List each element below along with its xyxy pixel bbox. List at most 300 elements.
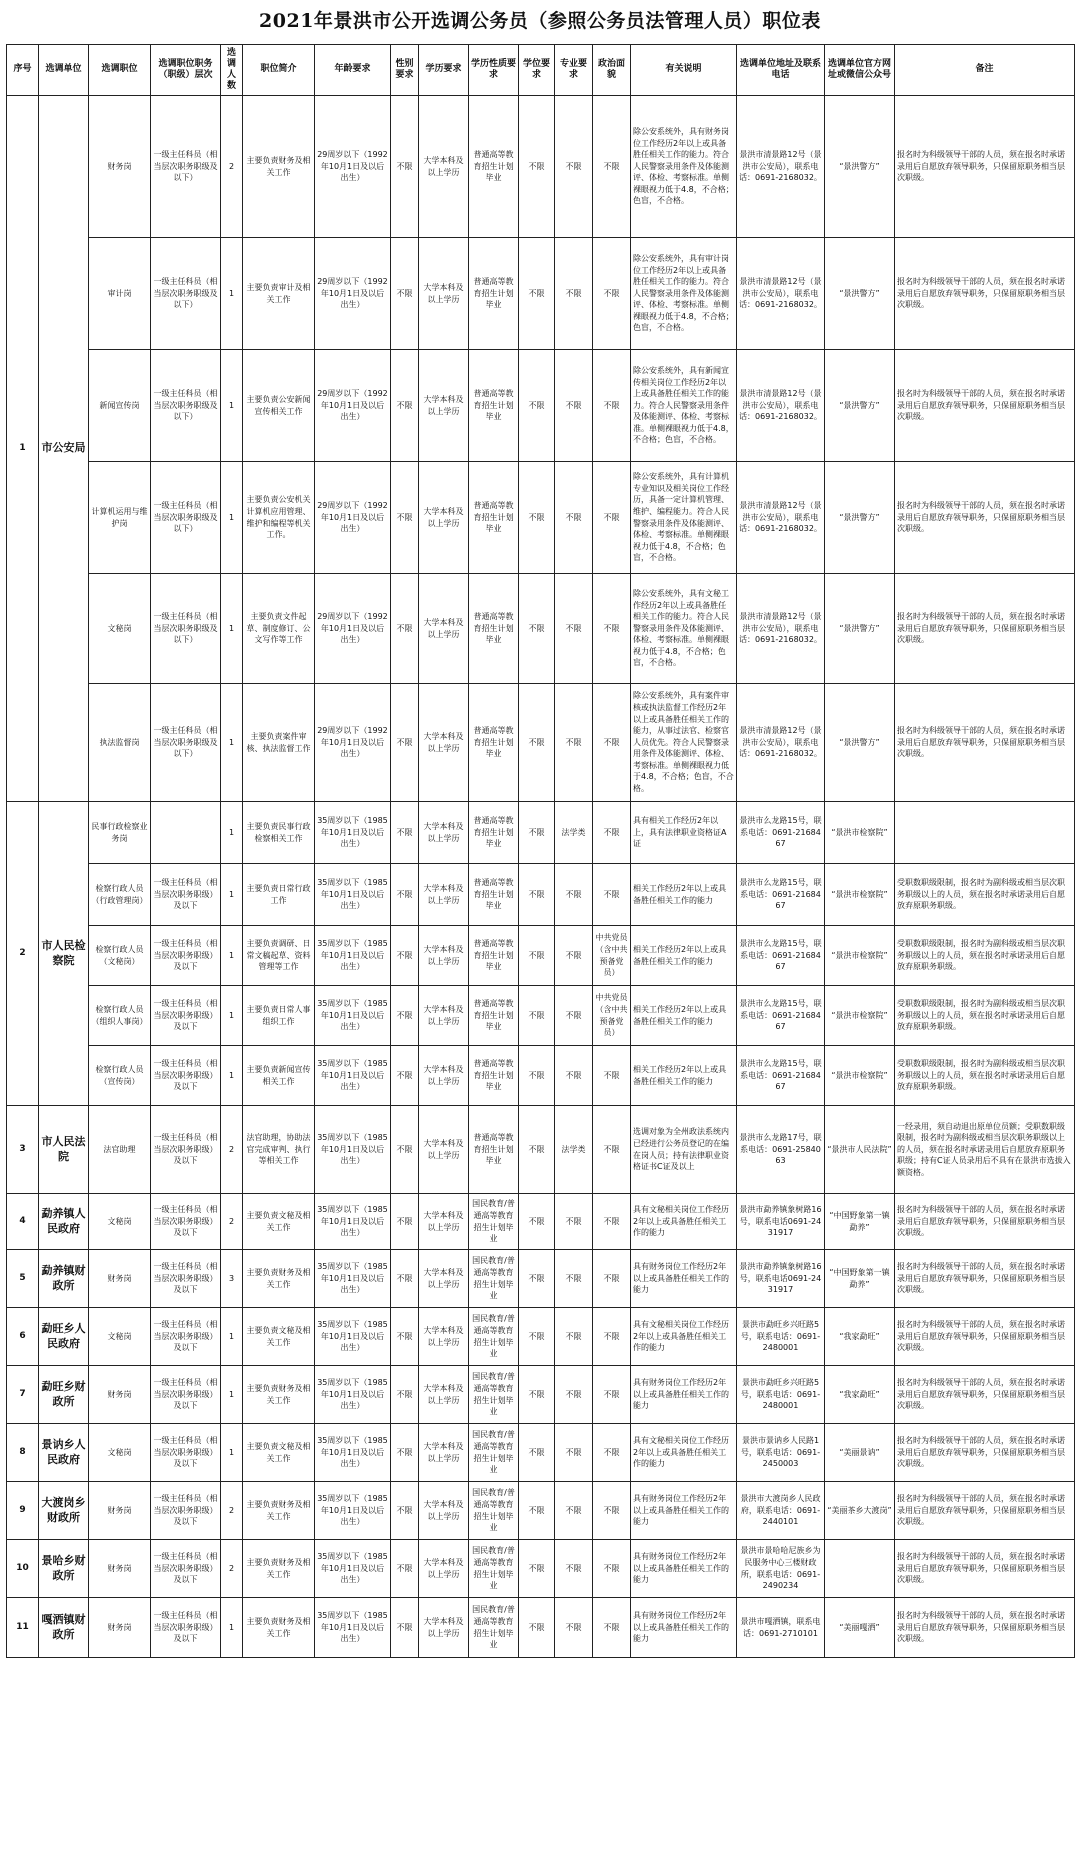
count-cell: 1 <box>221 864 243 926</box>
education-type-cell: 国民教育/普通高等教育招生计划毕业 <box>469 1194 519 1250</box>
major-cell: 不限 <box>555 1366 593 1424</box>
major-cell: 不限 <box>555 238 593 350</box>
count-cell: 1 <box>221 926 243 986</box>
education-cell: 大学本科及以上学历 <box>419 574 469 684</box>
education-cell: 大学本科及以上学历 <box>419 1250 469 1308</box>
position-cell: 检察行政人员（行政管理岗） <box>89 864 151 926</box>
gender-cell: 不限 <box>391 1540 419 1598</box>
address-cell: 景洪市么龙路15号，联系电话：0691-2168467 <box>737 802 825 864</box>
intro-cell: 主要负责文秘及相关工作 <box>243 1424 315 1482</box>
wechat-cell: “我家勐旺” <box>825 1308 895 1366</box>
position-cell: 财务岗 <box>89 1540 151 1598</box>
note-cell: 相关工作经历2年以上或具备胜任相关工作的能力 <box>631 986 737 1046</box>
table-row <box>7 1046 1075 1106</box>
intro-cell: 主要负责公安机关计算机应用管理、维护和编程等机关工作。 <box>243 462 315 574</box>
intro-cell: 主要负责财务及相关工作 <box>243 1598 315 1658</box>
education-type-cell: 国民教育/普通高等教育招生计划毕业 <box>469 1308 519 1366</box>
note-cell: 具有财务岗位工作经历2年以上或具备胜任相关工作的能力 <box>631 1540 737 1598</box>
wechat-cell: “景洪警方” <box>825 684 895 802</box>
note-cell: 具有财务岗位工作经历2年以上或具备胜任相关工作的能力 <box>631 1482 737 1540</box>
degree-cell: 不限 <box>519 1482 555 1540</box>
politics-cell: 不限 <box>593 1366 631 1424</box>
remark-cell: 报名时为科级领导干部的人员，须在报名时承诺录用后自愿放弃领导职务，只保留原职务相当层次职级。 <box>895 350 1075 462</box>
column-header: 年龄要求 <box>315 45 391 96</box>
education-cell: 大学本科及以上学历 <box>419 802 469 864</box>
address-cell: 景洪市清景路12号（景洪市公安局），联系电话：0691-2168032。 <box>737 238 825 350</box>
table-row <box>7 802 1075 864</box>
major-cell: 不限 <box>555 926 593 986</box>
level-cell: 一级主任科员（相当层次职务职级）及以下 <box>151 1046 221 1106</box>
level-cell <box>151 802 221 864</box>
remark-cell: 报名时为科级领导干部的人员，须在报名时承诺录用后自愿放弃领导职务，只保留原职务相当层次职级。 <box>895 1598 1075 1658</box>
address-cell: 景洪市么龙路15号，联系电话：0691-2168467 <box>737 986 825 1046</box>
remark-cell: 受职数职级限制，报名时为副科级或相当层次职务职级以上的人员，须在报名时承诺录用后自愿放弃原职务职级。 <box>895 864 1075 926</box>
wechat-cell: “景洪警方” <box>825 462 895 574</box>
unit-cell: 勐旺乡人民政府 <box>39 1308 89 1366</box>
education-cell: 大学本科及以上学历 <box>419 1482 469 1540</box>
education-type-cell: 普通高等教育招生计划毕业 <box>469 802 519 864</box>
degree-cell: 不限 <box>519 1366 555 1424</box>
politics-cell: 不限 <box>593 350 631 462</box>
remark-cell: 报名时为科级领导干部的人员，须在报名时承诺录用后自愿放弃领导职务，只保留原职务相当层次职级。 <box>895 1482 1075 1540</box>
education-type-cell: 国民教育/普通高等教育招生计划毕业 <box>469 1482 519 1540</box>
position-cell: 检察行政人员（宣传岗） <box>89 1046 151 1106</box>
table-row <box>7 1540 1075 1598</box>
politics-cell: 不限 <box>593 684 631 802</box>
address-cell: 景洪市清景路12号（景洪市公安局），联系电话：0691-2168032。 <box>737 96 825 238</box>
gender-cell: 不限 <box>391 986 419 1046</box>
education-cell: 大学本科及以上学历 <box>419 238 469 350</box>
page-title: 2021年景洪市公开选调公务员（参照公务员法管理人员）职位表 <box>259 10 821 32</box>
level-cell: 一级主任科员（相当层次职务职级）及以下 <box>151 1366 221 1424</box>
table-row <box>7 1308 1075 1366</box>
position-cell: 财务岗 <box>89 96 151 238</box>
address-cell: 景洪市大渡岗乡人民政府，联系电话：0691-2440101 <box>737 1482 825 1540</box>
count-cell: 1 <box>221 684 243 802</box>
note-cell: 相关工作经历2年以上或具备胜任相关工作的能力 <box>631 926 737 986</box>
education-cell: 大学本科及以上学历 <box>419 1046 469 1106</box>
seq-cell: 8 <box>7 1424 39 1482</box>
major-cell: 不限 <box>555 574 593 684</box>
age-cell: 35周岁以下（1985年10月1日及以后出生） <box>315 1250 391 1308</box>
education-cell: 大学本科及以上学历 <box>419 1194 469 1250</box>
level-cell: 一级主任科员（相当层次职务职级）及以下 <box>151 1106 221 1194</box>
education-cell: 大学本科及以上学历 <box>419 350 469 462</box>
address-cell: 景洪市景哈哈尼族乡为民服务中心三楼财政所，联系电话：0691-2490234 <box>737 1540 825 1598</box>
wechat-cell: “景洪市人民法院” <box>825 1106 895 1194</box>
remark-cell: 报名时为科级领导干部的人员，须在报名时承诺录用后自愿放弃领导职务，只保留原职务相当层次职级。 <box>895 238 1075 350</box>
education-type-cell: 普通高等教育招生计划毕业 <box>469 926 519 986</box>
seq-cell: 2 <box>7 802 39 1106</box>
position-cell: 文秘岗 <box>89 1194 151 1250</box>
column-header: 学历性质要求 <box>469 45 519 96</box>
table-body <box>7 96 1075 1658</box>
table-row <box>7 1424 1075 1482</box>
wechat-cell: “中国野象第一镇勐养” <box>825 1250 895 1308</box>
seq-cell: 1 <box>7 96 39 802</box>
position-cell: 执法监督岗 <box>89 684 151 802</box>
major-cell: 不限 <box>555 1540 593 1598</box>
count-cell: 1 <box>221 238 243 350</box>
education-cell: 大学本科及以上学历 <box>419 986 469 1046</box>
note-cell: 除公安系统外，具有案件审核或执法监督工作经历2年以上或具备胜任相关工作的能力，从事过法官、检察官人员优先。符合人民警察录用条件及体能测评、体检、考察标准。单侧裸眼视力低于4.8，不合格；色盲，不合格。 <box>631 684 737 802</box>
unit-cell: 勐养镇财政所 <box>39 1250 89 1308</box>
degree-cell: 不限 <box>519 1308 555 1366</box>
gender-cell: 不限 <box>391 864 419 926</box>
wechat-cell: “景洪警方” <box>825 350 895 462</box>
level-cell: 一级主任科员（相当层次职务职级）及以下 <box>151 1308 221 1366</box>
politics-cell: 不限 <box>593 1194 631 1250</box>
politics-cell: 不限 <box>593 1424 631 1482</box>
intro-cell: 主要负责文秘及相关工作 <box>243 1308 315 1366</box>
level-cell: 一级主任科员（相当层次职务职级）及以下 <box>151 1540 221 1598</box>
position-cell: 计算机运用与维护岗 <box>89 462 151 574</box>
major-cell: 不限 <box>555 986 593 1046</box>
degree-cell: 不限 <box>519 462 555 574</box>
seq-cell: 3 <box>7 1106 39 1194</box>
remark-cell: 报名时为科级领导干部的人员，须在报名时承诺录用后自愿放弃领导职务，只保留原职务相当层次职级。 <box>895 574 1075 684</box>
gender-cell: 不限 <box>391 1308 419 1366</box>
count-cell: 1 <box>221 574 243 684</box>
table-row <box>7 574 1075 684</box>
degree-cell: 不限 <box>519 574 555 684</box>
table-row <box>7 1194 1075 1250</box>
intro-cell: 主要负责新闻宣传相关工作 <box>243 1046 315 1106</box>
note-cell: 具有文秘相关岗位工作经历2年以上或具备胜任相关工作的能力 <box>631 1308 737 1366</box>
wechat-cell: “景洪市检察院” <box>825 864 895 926</box>
degree-cell: 不限 <box>519 802 555 864</box>
politics-cell: 不限 <box>593 1106 631 1194</box>
degree-cell: 不限 <box>519 1598 555 1658</box>
unit-cell: 景讷乡人民政府 <box>39 1424 89 1482</box>
note-cell: 除公安系统外，具有文秘工作经历2年以上或具备胜任相关工作的能力。符合人民警察录用条件及体能测评、体检、考察标准。单侧裸眼视力低于4.8，不合格；色盲，不合格。 <box>631 574 737 684</box>
position-cell: 检察行政人员（组织人事岗） <box>89 986 151 1046</box>
age-cell: 35周岁以下（1985年10月1日及以后出生） <box>315 1308 391 1366</box>
level-cell: 一级主任科员（相当层次职务职级）及以下 <box>151 864 221 926</box>
gender-cell: 不限 <box>391 462 419 574</box>
age-cell: 35周岁以下（1985年10月1日及以后出生） <box>315 1424 391 1482</box>
note-cell: 相关工作经历2年以上或具备胜任相关工作的能力 <box>631 864 737 926</box>
column-header: 选调职位 <box>89 45 151 96</box>
seq-cell: 7 <box>7 1366 39 1424</box>
politics-cell: 不限 <box>593 1308 631 1366</box>
column-header: 专业要求 <box>555 45 593 96</box>
remark-cell: 报名时为科级领导干部的人员，须在报名时承诺录用后自愿放弃领导职务，只保留原职务相当层次职级。 <box>895 1308 1075 1366</box>
position-cell: 文秘岗 <box>89 1308 151 1366</box>
age-cell: 35周岁以下（1985年10月1日及以后出生） <box>315 802 391 864</box>
position-cell: 文秘岗 <box>89 574 151 684</box>
position-cell: 财务岗 <box>89 1366 151 1424</box>
seq-cell: 11 <box>7 1598 39 1658</box>
education-type-cell: 国民教育/普通高等教育招生计划毕业 <box>469 1540 519 1598</box>
intro-cell: 主要负责财务及相关工作 <box>243 1250 315 1308</box>
degree-cell: 不限 <box>519 96 555 238</box>
remark-cell: 报名时为科级领导干部的人员，须在报名时承诺录用后自愿放弃领导职务，只保留原职务相当层次职级。 <box>895 1424 1075 1482</box>
politics-cell: 不限 <box>593 574 631 684</box>
degree-cell: 不限 <box>519 1540 555 1598</box>
level-cell: 一级主任科员（相当层次职务职级）及以下 <box>151 1194 221 1250</box>
intro-cell: 主要负责民事行政检察相关工作 <box>243 802 315 864</box>
major-cell: 法学类 <box>555 1106 593 1194</box>
position-table <box>6 44 1075 1658</box>
address-cell: 景洪市嘎洒镇，联系电话：0691-2710101 <box>737 1598 825 1658</box>
intro-cell: 法官助理，协助法官完成审判、执行等相关工作 <box>243 1106 315 1194</box>
major-cell: 法学类 <box>555 802 593 864</box>
degree-cell: 不限 <box>519 1194 555 1250</box>
degree-cell: 不限 <box>519 350 555 462</box>
position-cell: 新闻宣传岗 <box>89 350 151 462</box>
position-cell: 财务岗 <box>89 1250 151 1308</box>
seq-cell: 6 <box>7 1308 39 1366</box>
count-cell: 2 <box>221 1482 243 1540</box>
age-cell: 35周岁以下（1985年10月1日及以后出生） <box>315 1046 391 1106</box>
intro-cell: 主要负责文秘及相关工作 <box>243 1194 315 1250</box>
politics-cell: 不限 <box>593 96 631 238</box>
politics-cell: 不限 <box>593 462 631 574</box>
address-cell: 景洪市清景路12号（景洪市公安局），联系电话：0691-2168032。 <box>737 574 825 684</box>
count-cell: 1 <box>221 1046 243 1106</box>
table-row <box>7 1106 1075 1194</box>
wechat-cell: “中国野象第一镇勐养” <box>825 1194 895 1250</box>
wechat-cell: “景洪警方” <box>825 574 895 684</box>
wechat-cell: “美丽嘎洒” <box>825 1598 895 1658</box>
wechat-cell: “美丽景讷” <box>825 1424 895 1482</box>
major-cell: 不限 <box>555 684 593 802</box>
level-cell: 一级主任科员（相当层次职务职级）及以下 <box>151 1424 221 1482</box>
education-type-cell: 国民教育/普通高等教育招生计划毕业 <box>469 1250 519 1308</box>
degree-cell: 不限 <box>519 1046 555 1106</box>
column-header: 选调人数 <box>221 45 243 96</box>
remark-cell: 受职数职级限制，报名时为副科级或相当层次职务职级以上的人员，须在报名时承诺录用后自愿放弃原职务职级。 <box>895 1046 1075 1106</box>
education-type-cell: 普通高等教育招生计划毕业 <box>469 684 519 802</box>
education-cell: 大学本科及以上学历 <box>419 1540 469 1598</box>
education-cell: 大学本科及以上学历 <box>419 462 469 574</box>
column-header: 选调单位官方网址或微信公众号 <box>825 45 895 96</box>
header-row <box>7 45 1075 96</box>
unit-cell: 大渡岗乡财政所 <box>39 1482 89 1540</box>
degree-cell: 不限 <box>519 926 555 986</box>
column-header: 职位简介 <box>243 45 315 96</box>
note-cell: 具有财务岗位工作经历2年以上或具备胜任相关工作的能力 <box>631 1366 737 1424</box>
seq-cell: 10 <box>7 1540 39 1598</box>
level-cell: 一级主任科员（相当层次职务职级）及以下 <box>151 926 221 986</box>
count-cell: 1 <box>221 986 243 1046</box>
major-cell: 不限 <box>555 462 593 574</box>
education-type-cell: 普通高等教育招生计划毕业 <box>469 350 519 462</box>
table-row <box>7 684 1075 802</box>
level-cell: 一级主任科员（相当层次职务职级及以下） <box>151 96 221 238</box>
wechat-cell: “景洪警方” <box>825 238 895 350</box>
position-cell: 审计岗 <box>89 238 151 350</box>
wechat-cell: “景洪警方” <box>825 96 895 238</box>
politics-cell: 不限 <box>593 1482 631 1540</box>
unit-cell: 市公安局 <box>39 96 89 802</box>
gender-cell: 不限 <box>391 802 419 864</box>
table-row <box>7 926 1075 986</box>
table-row <box>7 1482 1075 1540</box>
education-type-cell: 普通高等教育招生计划毕业 <box>469 986 519 1046</box>
address-cell: 景洪市清景路12号（景洪市公安局），联系电话：0691-2168032。 <box>737 350 825 462</box>
count-cell: 2 <box>221 96 243 238</box>
education-cell: 大学本科及以上学历 <box>419 96 469 238</box>
age-cell: 35周岁以下（1985年10月1日及以后出生） <box>315 1366 391 1424</box>
major-cell: 不限 <box>555 864 593 926</box>
age-cell: 35周岁以下（1985年10月1日及以后出生） <box>315 864 391 926</box>
wechat-cell: “景洪市检察院” <box>825 1046 895 1106</box>
level-cell: 一级主任科员（相当层次职务职级及以下） <box>151 462 221 574</box>
level-cell: 一级主任科员（相当层次职务职级）及以下 <box>151 986 221 1046</box>
table-row <box>7 350 1075 462</box>
gender-cell: 不限 <box>391 1194 419 1250</box>
education-cell: 大学本科及以上学历 <box>419 684 469 802</box>
wechat-cell: “景洪市检察院” <box>825 926 895 986</box>
major-cell: 不限 <box>555 350 593 462</box>
note-cell: 除公安系统外，具有新闻宣传相关岗位工作经历2年以上或具备胜任相关工作的能力。符合人民警察录用条件及体能测评、体检、考察标准。单侧裸眼视力低于4.8，不合格；色盲，不合格。 <box>631 350 737 462</box>
table-row <box>7 96 1075 238</box>
education-type-cell: 国民教育/普通高等教育招生计划毕业 <box>469 1366 519 1424</box>
remark-cell: 报名时为科级领导干部的人员，须在报名时承诺录用后自愿放弃领导职务，只保留原职务相当层次职级。 <box>895 1366 1075 1424</box>
remark-cell: 报名时为科级领导干部的人员，须在报名时承诺录用后自愿放弃领导职务，只保留原职务相当层次职级。 <box>895 1540 1075 1598</box>
major-cell: 不限 <box>555 1308 593 1366</box>
age-cell: 29周岁以下（1992年10月1日及以后出生） <box>315 238 391 350</box>
position-cell: 检察行政人员（文秘岗） <box>89 926 151 986</box>
position-cell: 财务岗 <box>89 1598 151 1658</box>
seq-cell: 9 <box>7 1482 39 1540</box>
politics-cell: 不限 <box>593 1598 631 1658</box>
degree-cell: 不限 <box>519 986 555 1046</box>
unit-cell: 勐旺乡财政所 <box>39 1366 89 1424</box>
unit-cell: 市人民检察院 <box>39 802 89 1106</box>
note-cell: 具有相关工作经历2年以上，具有法律职业资格证A证 <box>631 802 737 864</box>
count-cell: 2 <box>221 1194 243 1250</box>
intro-cell: 主要负责审计及相关工作 <box>243 238 315 350</box>
column-header: 选调单位地址及联系电话 <box>737 45 825 96</box>
count-cell: 2 <box>221 1106 243 1194</box>
intro-cell: 主要负责财务及相关工作 <box>243 96 315 238</box>
wechat-cell: “美丽茶乡大渡岗” <box>825 1482 895 1540</box>
unit-cell: 勐养镇人民政府 <box>39 1194 89 1250</box>
note-cell: 选调对象为全州政法系统内已经进行公务员登记的在编在岗人员；持有法律职业资格证书C证及以上 <box>631 1106 737 1194</box>
level-cell: 一级主任科员（相当层次职务职级）及以下 <box>151 1598 221 1658</box>
column-header: 有关说明 <box>631 45 737 96</box>
address-cell: 景洪市么龙路17号，联系电话：0691-2584063 <box>737 1106 825 1194</box>
gender-cell: 不限 <box>391 1046 419 1106</box>
table-row <box>7 986 1075 1046</box>
politics-cell: 不限 <box>593 238 631 350</box>
intro-cell: 主要负责日常行政工作 <box>243 864 315 926</box>
address-cell: 景洪市勐旺乡兴旺路5号，联系电话：0691-2480001 <box>737 1366 825 1424</box>
address-cell: 景洪市清景路12号（景洪市公安局），联系电话：0691-2168032。 <box>737 462 825 574</box>
seq-cell: 4 <box>7 1194 39 1250</box>
education-cell: 大学本科及以上学历 <box>419 1106 469 1194</box>
position-cell: 文秘岗 <box>89 1424 151 1482</box>
remark-cell: 报名时为科级领导干部的人员，须在报名时承诺录用后自愿放弃领导职务，只保留原职务相当层次职级。 <box>895 684 1075 802</box>
intro-cell: 主要负责财务及相关工作 <box>243 1482 315 1540</box>
table-row <box>7 1250 1075 1308</box>
gender-cell: 不限 <box>391 1250 419 1308</box>
column-header: 选调职位职务（职级）层次 <box>151 45 221 96</box>
gender-cell: 不限 <box>391 350 419 462</box>
level-cell: 一级主任科员（相当层次职务职级及以下） <box>151 238 221 350</box>
major-cell: 不限 <box>555 1046 593 1106</box>
education-type-cell: 普通高等教育招生计划毕业 <box>469 864 519 926</box>
age-cell: 29周岁以下（1992年10月1日及以后出生） <box>315 574 391 684</box>
gender-cell: 不限 <box>391 684 419 802</box>
politics-cell: 不限 <box>593 864 631 926</box>
education-type-cell: 普通高等教育招生计划毕业 <box>469 574 519 684</box>
politics-cell: 不限 <box>593 802 631 864</box>
count-cell: 1 <box>221 350 243 462</box>
note-cell: 相关工作经历2年以上或具备胜任相关工作的能力 <box>631 1046 737 1106</box>
column-header: 备注 <box>895 45 1075 96</box>
table-row <box>7 1598 1075 1658</box>
remark-cell: 受职数职级限制，报名时为副科级或相当层次职务职级以上的人员，须在报名时承诺录用后自愿放弃原职务职级。 <box>895 926 1075 986</box>
position-cell: 法官助理 <box>89 1106 151 1194</box>
gender-cell: 不限 <box>391 926 419 986</box>
wechat-cell: “景洪市检察院” <box>825 802 895 864</box>
education-cell: 大学本科及以上学历 <box>419 1308 469 1366</box>
table-row <box>7 238 1075 350</box>
age-cell: 35周岁以下（1985年10月1日及以后出生） <box>315 1482 391 1540</box>
major-cell: 不限 <box>555 1424 593 1482</box>
education-cell: 大学本科及以上学历 <box>419 864 469 926</box>
politics-cell: 不限 <box>593 1250 631 1308</box>
count-cell: 1 <box>221 1424 243 1482</box>
note-cell: 具有文秘相关岗位工作经历2年以上或具备胜任相关工作的能力 <box>631 1194 737 1250</box>
note-cell: 除公安系统外，具有审计岗位工作经历2年以上或具备胜任相关工作的能力。符合人民警察录用条件及体能测评、体检、考察标准。单侧裸眼视力低于4.8，不合格；色盲，不合格。 <box>631 238 737 350</box>
remark-cell: 报名时为科级领导干部的人员，须在报名时承诺录用后自愿放弃领导职务，只保留原职务相当层次职级。 <box>895 1250 1075 1308</box>
intro-cell: 主要负责财务及相关工作 <box>243 1366 315 1424</box>
education-type-cell: 普通高等教育招生计划毕业 <box>469 238 519 350</box>
level-cell: 一级主任科员（相当层次职务职级）及以下 <box>151 1250 221 1308</box>
education-cell: 大学本科及以上学历 <box>419 1598 469 1658</box>
politics-cell: 中共党员（含中共预备党员） <box>593 926 631 986</box>
remark-cell: 报名时为科级领导干部的人员，须在报名时承诺录用后自愿放弃领导职务，只保留原职务相当层次职级。 <box>895 96 1075 238</box>
remark-cell: 一经录用，须自动退出原单位员额；受职数职级限制，报名时为副科级或相当层次职务职级以上的人员，须在报名时承诺录用后自愿放弃原职务职级；持有C证人员录用后不具有在景洪市选拔入额资格。 <box>895 1106 1075 1194</box>
table-row <box>7 1366 1075 1424</box>
intro-cell: 主要负责案件审核、执法监督工作 <box>243 684 315 802</box>
note-cell: 具有财务岗位工作经历2年以上或具备胜任相关工作的能力 <box>631 1598 737 1658</box>
education-type-cell: 国民教育/普通高等教育招生计划毕业 <box>469 1424 519 1482</box>
intro-cell: 主要负责调研、日常文稿起草、资料管理等工作 <box>243 926 315 986</box>
education-cell: 大学本科及以上学历 <box>419 926 469 986</box>
age-cell: 35周岁以下（1985年10月1日及以后出生） <box>315 1194 391 1250</box>
count-cell: 3 <box>221 1250 243 1308</box>
unit-cell: 市人民法院 <box>39 1106 89 1194</box>
education-type-cell: 普通高等教育招生计划毕业 <box>469 1046 519 1106</box>
count-cell: 1 <box>221 1598 243 1658</box>
major-cell: 不限 <box>555 96 593 238</box>
column-header: 性别要求 <box>391 45 419 96</box>
count-cell: 1 <box>221 802 243 864</box>
degree-cell: 不限 <box>519 684 555 802</box>
unit-cell: 景哈乡财政所 <box>39 1540 89 1598</box>
major-cell: 不限 <box>555 1194 593 1250</box>
column-header: 选调单位 <box>39 45 89 96</box>
position-cell: 财务岗 <box>89 1482 151 1540</box>
age-cell: 29周岁以下（1992年10月1日及以后出生） <box>315 684 391 802</box>
age-cell: 35周岁以下（1985年10月1日及以后出生） <box>315 1106 391 1194</box>
count-cell: 1 <box>221 1366 243 1424</box>
address-cell: 景洪市清景路12号（景洪市公安局），联系电话：0691-2168032。 <box>737 684 825 802</box>
wechat-cell <box>825 1540 895 1598</box>
count-cell: 1 <box>221 462 243 574</box>
level-cell: 一级主任科员（相当层次职务职级及以下） <box>151 350 221 462</box>
degree-cell: 不限 <box>519 1424 555 1482</box>
age-cell: 35周岁以下（1985年10月1日及以后出生） <box>315 926 391 986</box>
level-cell: 一级主任科员（相当层次职务职级及以下） <box>151 574 221 684</box>
address-cell: 景洪市么龙路15号，联系电话：0691-2168467 <box>737 864 825 926</box>
